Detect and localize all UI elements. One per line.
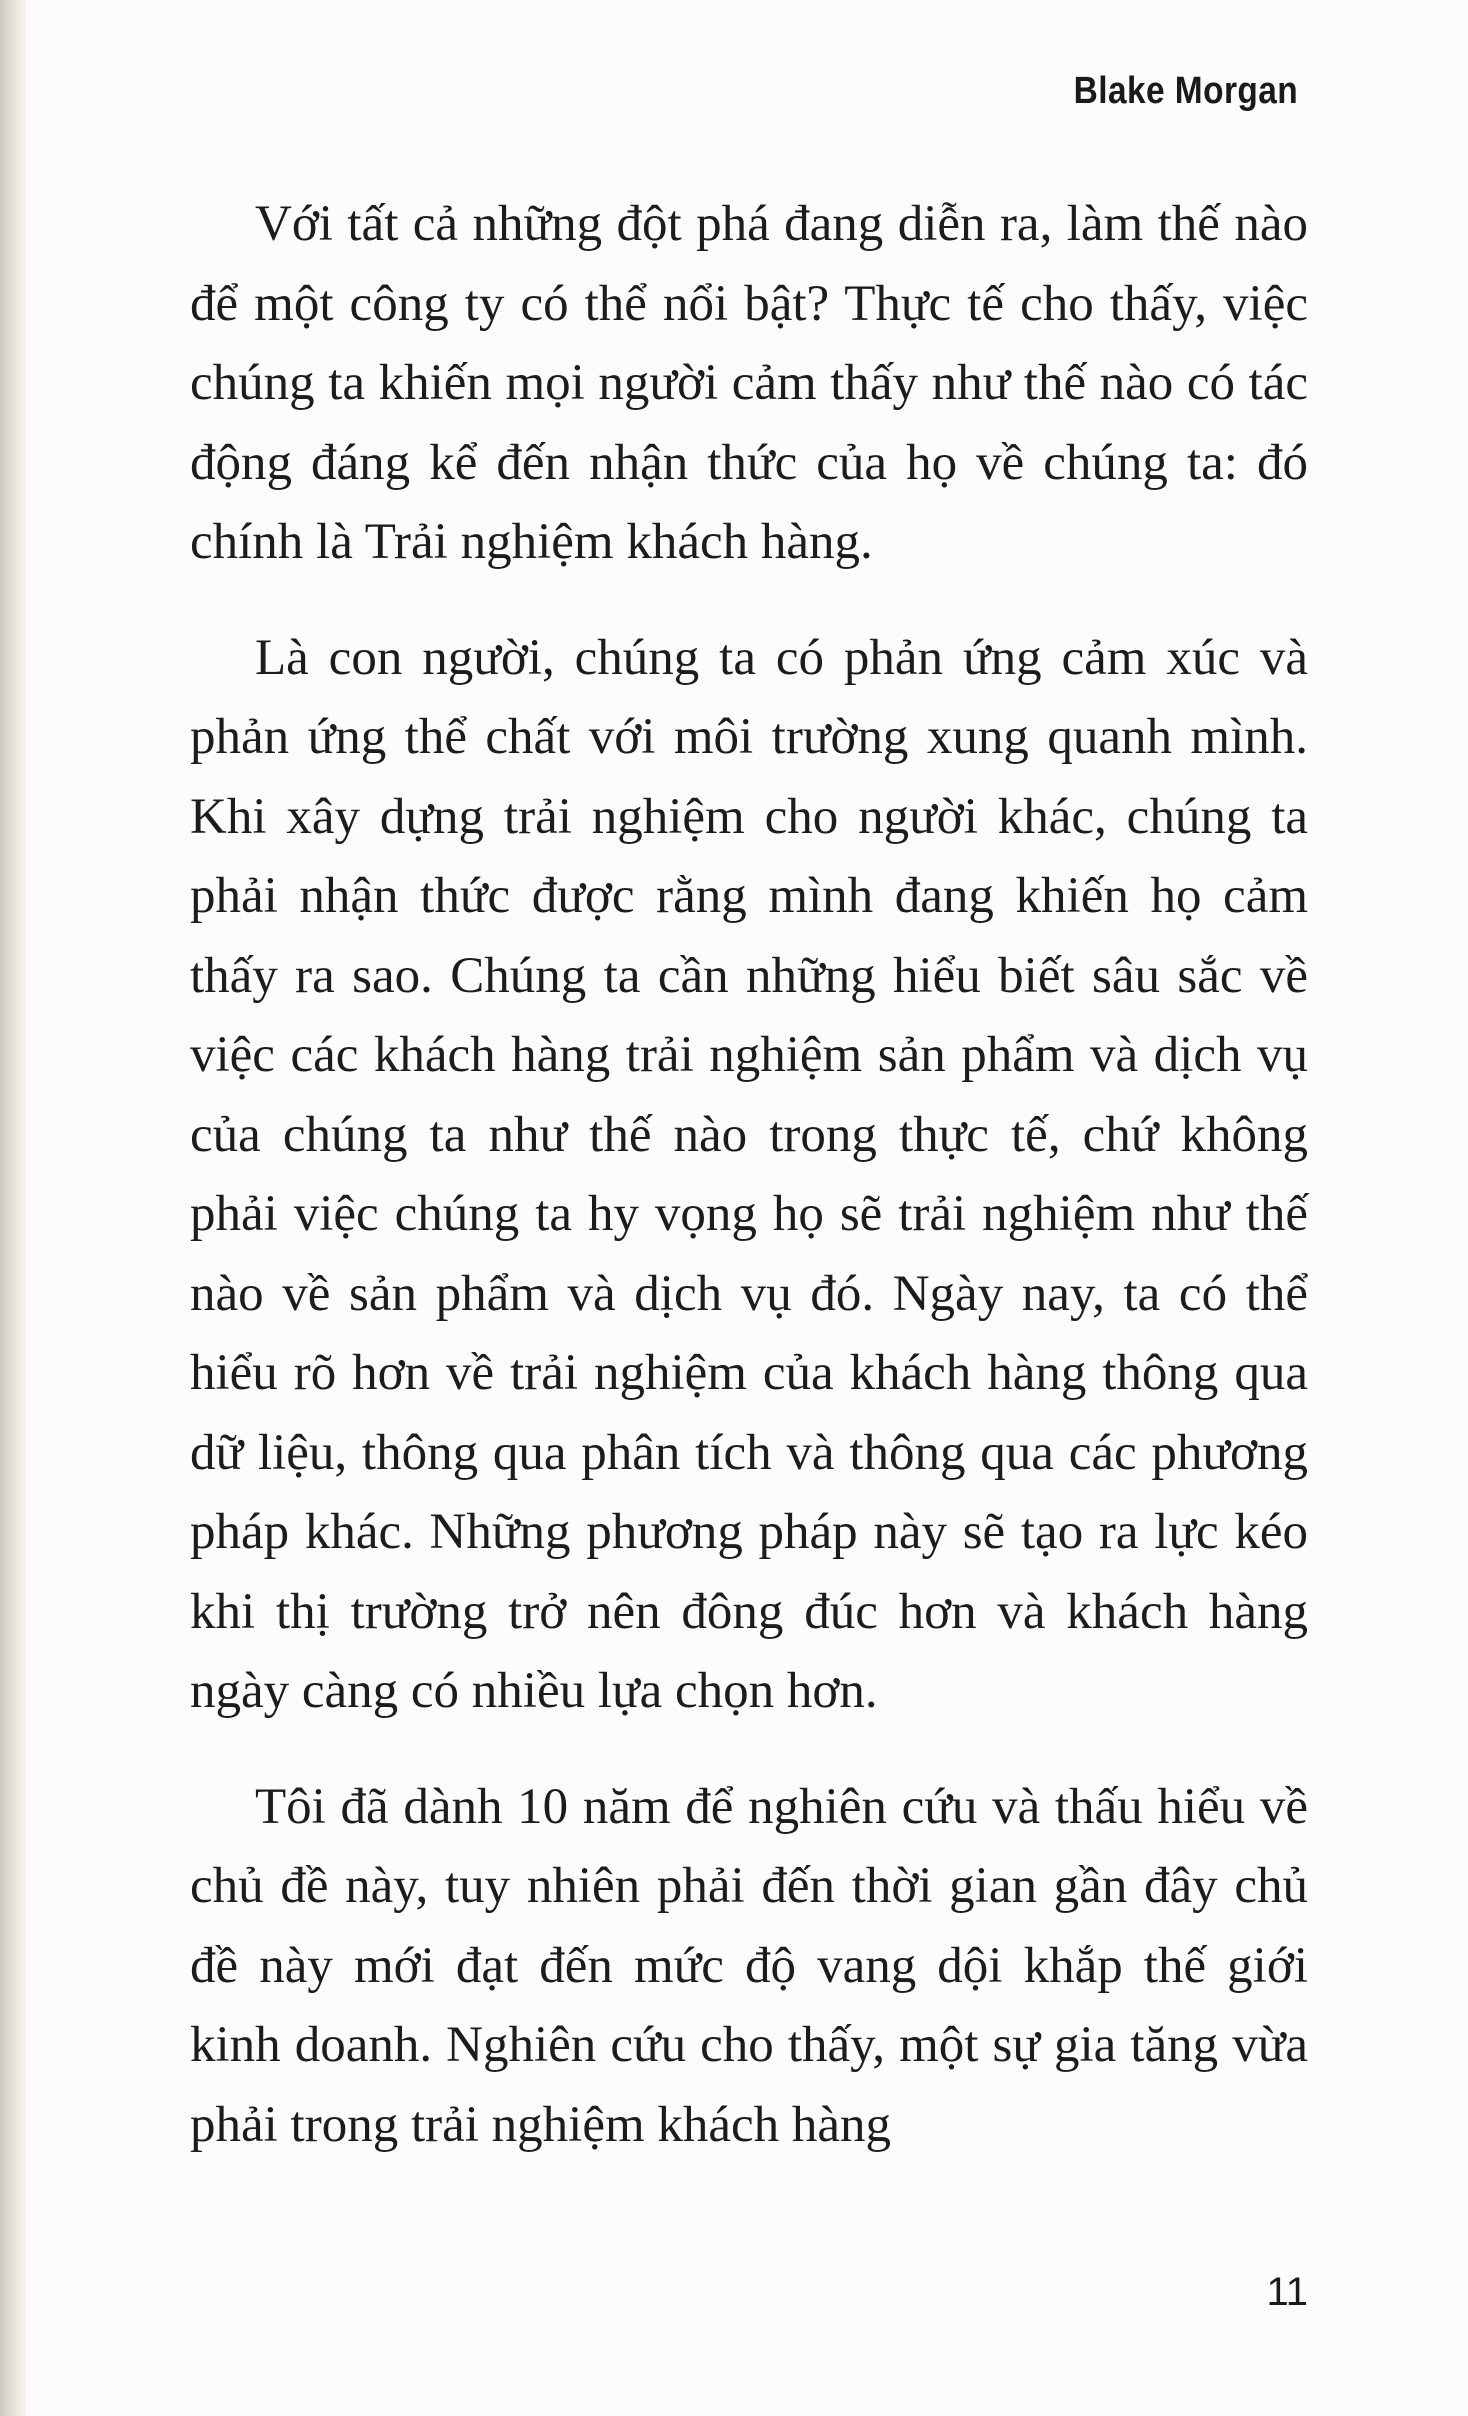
paragraph-2: Là con người, chúng ta có phản ứng cảm xúc và phản ứng thể chất với môi trường xung quanh mình. Khi xây dựng trải nghiệm cho người khác, chúng ta phải nhận thức được rằng mình đang khiến họ cảm thấy ra sao. Chúng ta cần những hiểu biết sâu sắc về việc các khách hàng trải nghiệm sản phẩm và dịch vụ của chúng ta như thế nào trong thực tế, chứ không phải việc chúng ta hy vọng họ sẽ trải nghiệm như thế nào về sản phẩm và dịch vụ đó. Ngày nay, ta có thể hiểu rõ hơn về trải nghiệm của khách hàng thông qua dữ liệu, thông qua phân tích và thông qua các phương pháp khác. Những phương pháp này sẽ tạo ra lực kéo khi thị trường trở nên đông đúc hơn và khách hàng ngày càng có nhiều lựa chọn hơn. xyxy=(190,629,1308,1719)
page-number: 11 xyxy=(1266,2270,1308,2314)
binding-shadow xyxy=(0,0,26,2416)
body-text xyxy=(190,185,1308,2165)
paragraph-3: Tôi đã dành 10 năm để nghiên cứu và thấu hiểu về chủ đề này, tuy nhiên phải đến thời gian gần đây chủ đề này mới đạt đến mức độ vang dội khắp thế giới kinh doanh. Nghiên cứu cho thấy, một sự gia tăng vừa phải trong trải nghiệm khách hàng xyxy=(190,1778,1308,2153)
paragraph-1: Với tất cả những đột phá đang diễn ra, làm thế nào để một công ty có thể nổi bật? Thực tế cho thấy, việc chúng ta khiến mọi người cảm thấy như thế nào có tác động đáng kể đến nhận thức của họ về chúng ta: đó chính là Trải nghiệm khách hàng. xyxy=(190,196,1308,570)
running-header-author: Blake Morgan xyxy=(1073,70,1298,112)
